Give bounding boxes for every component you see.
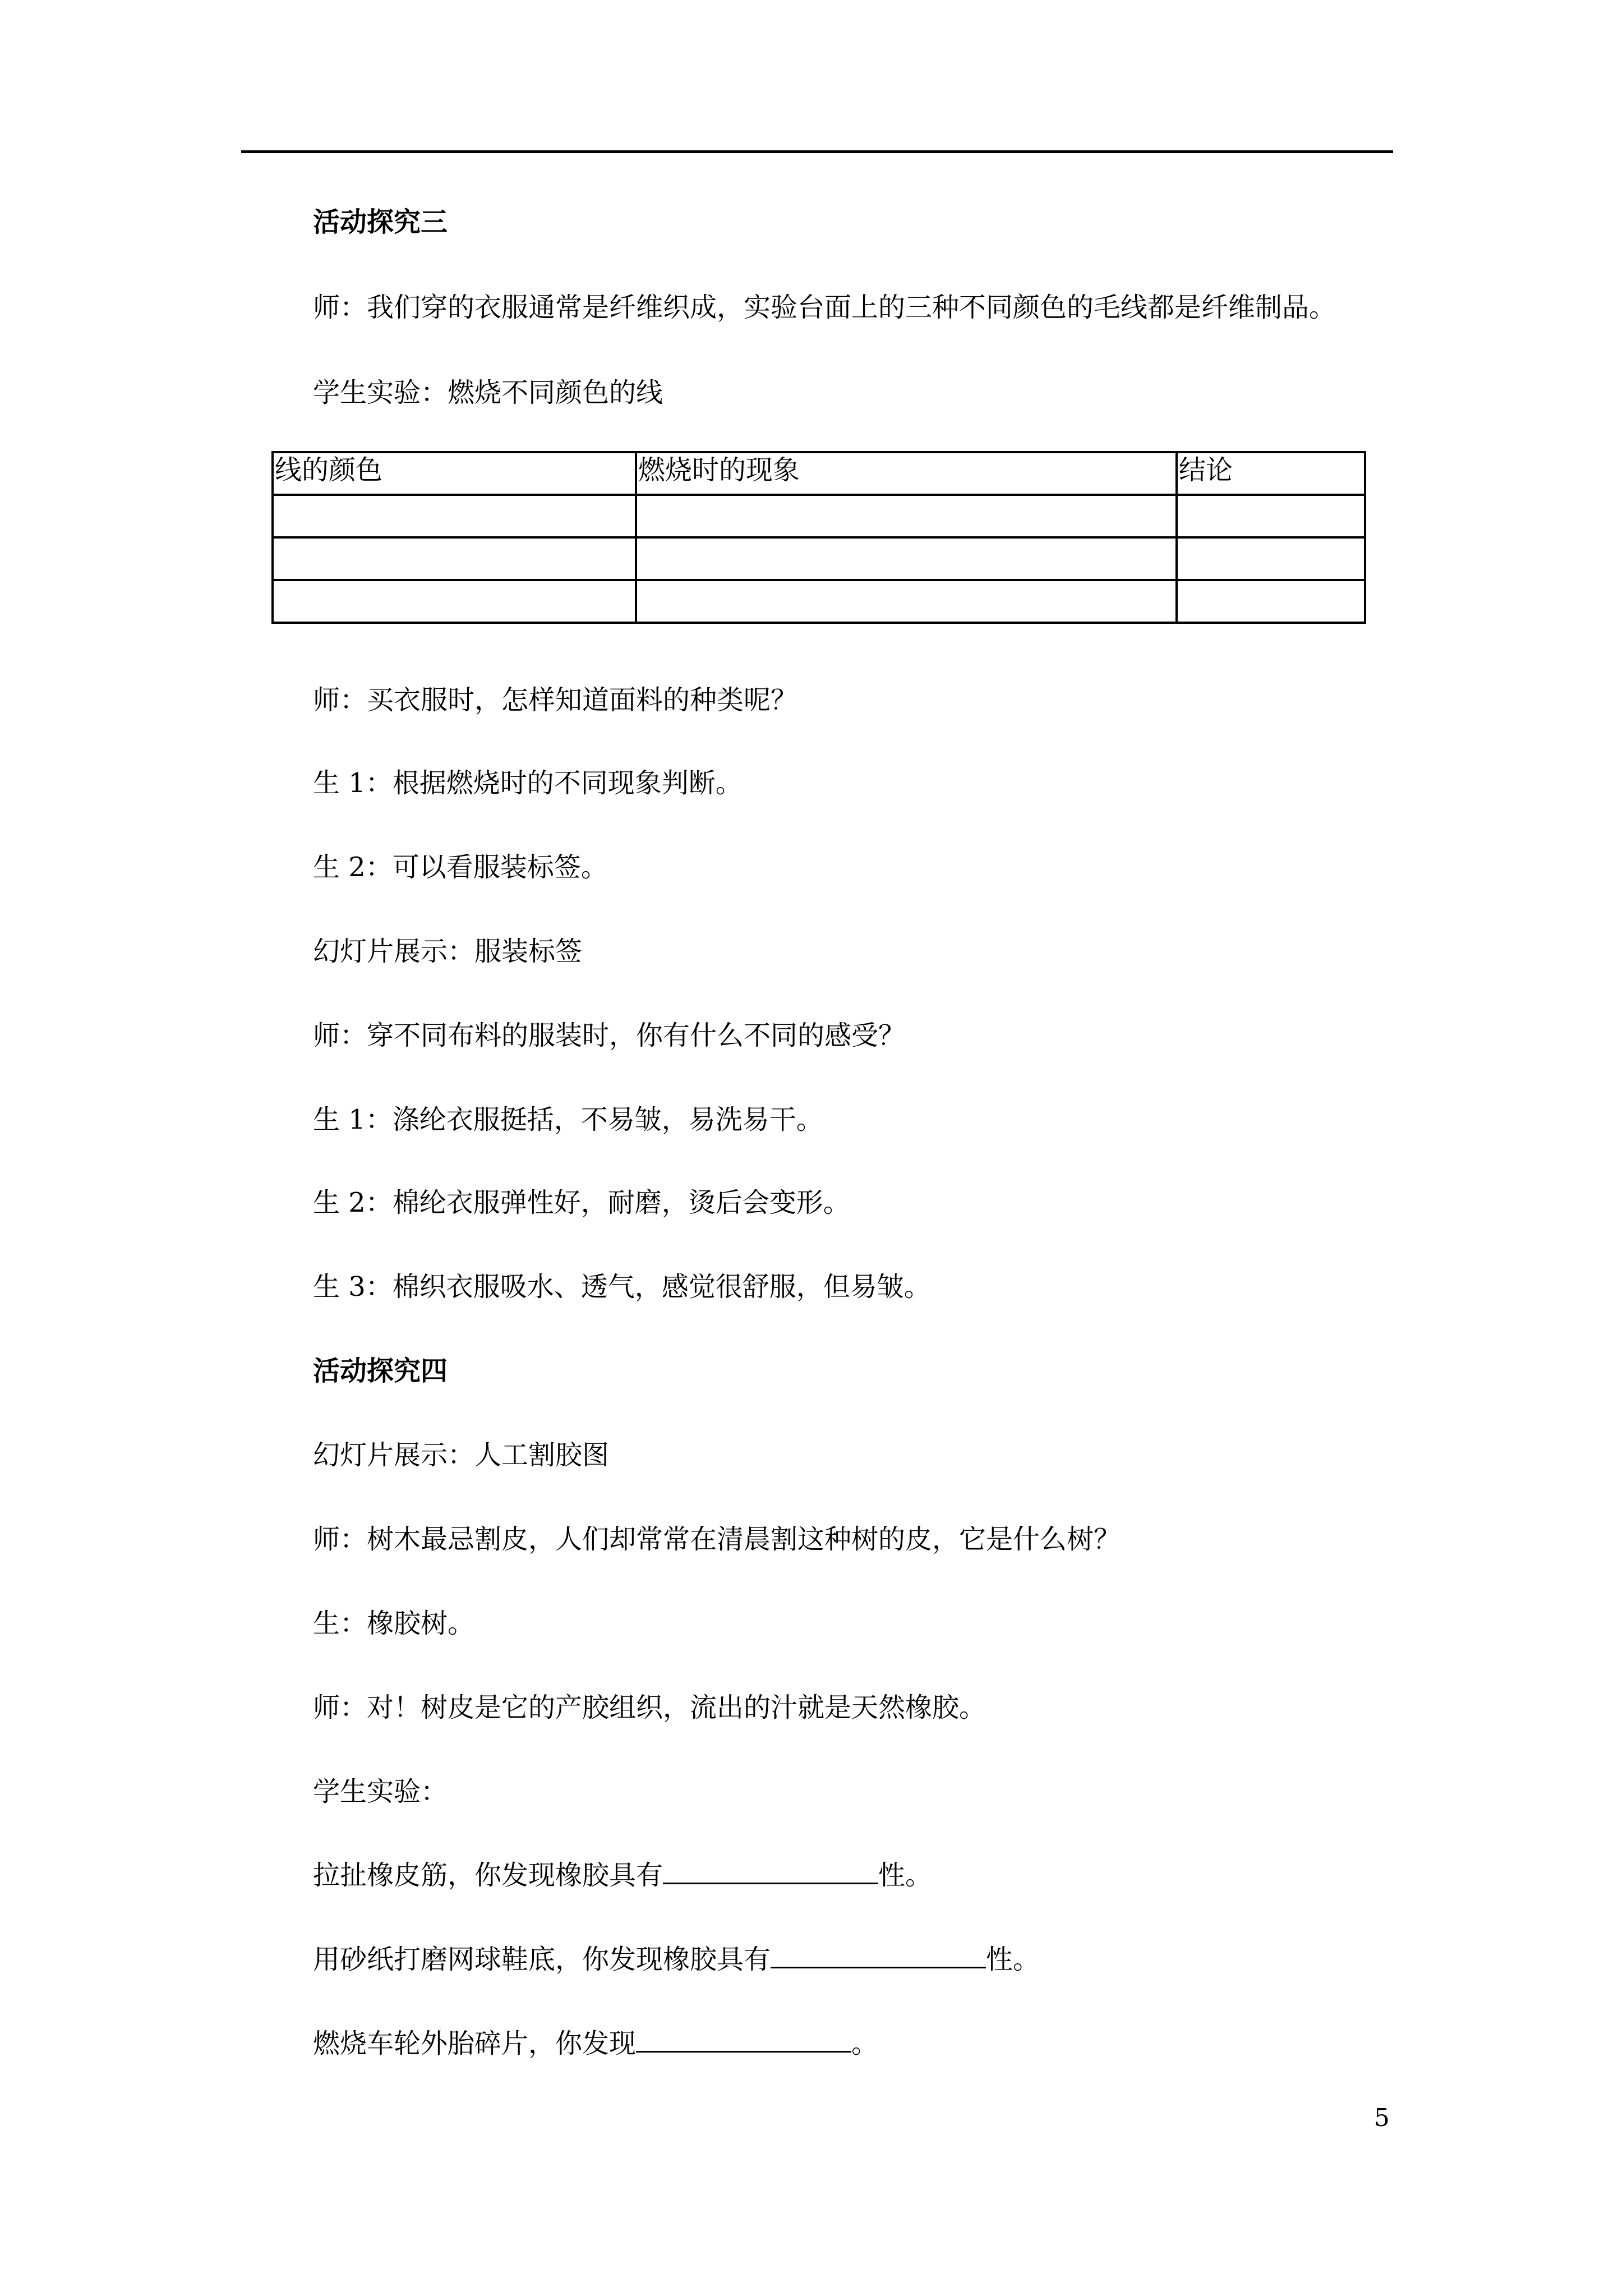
fill-in-question-elasticity	[313, 1858, 932, 1892]
table-cell	[273, 495, 636, 537]
question-text: 性。	[986, 1944, 1040, 1975]
fill-in-question-burning	[313, 2026, 878, 2060]
question-text: 拉扯橡皮筋，你发现橡胶具有	[313, 1860, 663, 1891]
paragraph: 幻灯片展示：服装标签	[313, 936, 583, 967]
table-cell	[273, 537, 636, 580]
page-number: 5	[1374, 2104, 1390, 2132]
paragraph: 生 1：根据燃烧时的不同现象判断。	[313, 767, 743, 799]
answer-blank[interactable]	[771, 1942, 986, 1968]
table-cell	[1177, 580, 1365, 623]
table-header-cell: 线的颜色	[273, 452, 636, 495]
paragraph: 师：我们穿的衣服通常是纤维织成，实验台面上的三种不同颜色的毛线都是纤维制品。	[313, 292, 1336, 323]
burning-results-table	[271, 451, 1366, 624]
question-text: 。	[851, 2028, 879, 2059]
answer-blank[interactable]	[636, 2026, 851, 2053]
paragraph: 幻灯片展示：人工割胶图	[313, 1439, 610, 1471]
answer-blank[interactable]	[663, 1858, 878, 1884]
table-header-cell: 燃烧时的现象	[636, 452, 1177, 495]
paragraph: 学生实验：燃烧不同颜色的线	[313, 377, 663, 408]
paragraph: 生 2：可以看服装标签。	[313, 852, 608, 883]
paragraph: 师：买衣服时，怎样知道面料的种类呢？	[313, 684, 798, 716]
section-heading-activity-4: 活动探究四	[313, 1355, 448, 1387]
paragraph: 生：橡胶树。	[313, 1608, 475, 1639]
header-rule	[241, 150, 1393, 153]
table-cell	[1177, 537, 1365, 580]
table-cell	[636, 537, 1177, 580]
table-row	[273, 537, 1365, 580]
paragraph: 生 2：棉纶衣服弹性好，耐磨，烫后会变形。	[313, 1187, 850, 1218]
question-text: 用砂纸打磨网球鞋底，你发现橡胶具有	[313, 1944, 771, 1975]
table-row	[273, 495, 1365, 537]
fill-in-question-wear	[313, 1942, 1040, 1976]
table-cell	[273, 580, 636, 623]
paragraph: 师：树木最忌割皮，人们却常常在清晨割这种树的皮，它是什么树？	[313, 1524, 1121, 1555]
paragraph: 学生实验：	[313, 1776, 448, 1807]
table-row	[273, 580, 1365, 623]
section-heading-activity-3: 活动探究三	[313, 206, 448, 238]
paragraph: 师：穿不同布料的服装时，你有什么不同的感受？	[313, 1020, 906, 1051]
table-header-row	[273, 452, 1365, 495]
table-cell	[636, 580, 1177, 623]
paragraph: 生 1：涤纶衣服挺括，不易皱，易洗易干。	[313, 1104, 823, 1135]
table-header-cell: 结论	[1177, 452, 1365, 495]
table-cell	[636, 495, 1177, 537]
paragraph: 师：对！树皮是它的产胶组织，流出的汁就是天然橡胶。	[313, 1692, 986, 1723]
question-text: 燃烧车轮外胎碎片，你发现	[313, 2028, 637, 2059]
table-cell	[1177, 495, 1365, 537]
paragraph: 生 3：棉织衣服吸水、透气，感觉很舒服，但易皱。	[313, 1271, 931, 1303]
question-text: 性。	[878, 1860, 933, 1891]
